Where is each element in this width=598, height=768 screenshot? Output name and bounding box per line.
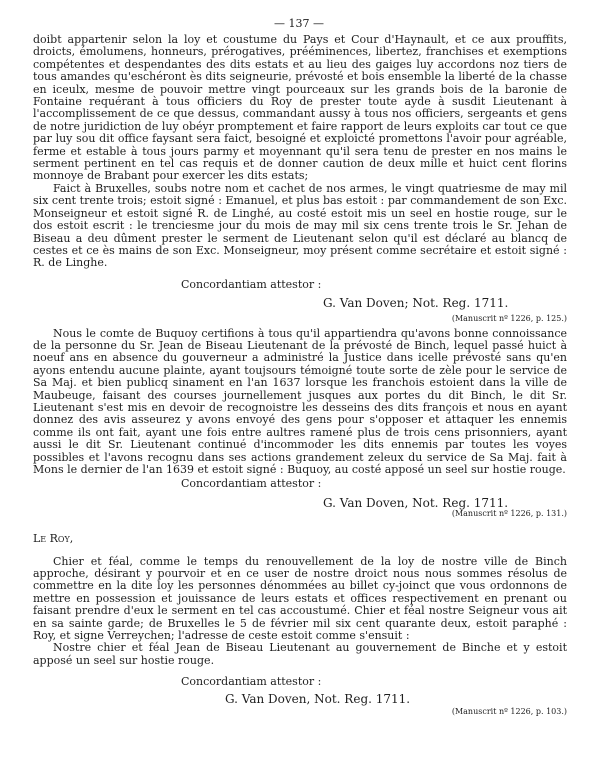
le-roy-heading: Le Roy, xyxy=(33,532,74,546)
notary-signature-1: G. Van Doven; Not. Reg. 1711. xyxy=(323,296,509,311)
paragraph-buquoy-certificate: Nous le comte de Buquoy certifions à tous qu'il appartiendra qu'avons bonne connoissance de la personne du Sr. Jean de Biseau Lieutenant de la prévosté de Binch, lequel passé huict à noeuf ans en absence du gouverneur a administré la Justice dans icelle prévosté sans qu'en ayons entendu aucune plainte, ayant toujsours témoigné toute sorte de zèle pour le service de Sa Maj. et bien publicq sinament en l'an 1637 lorsque les franchois estoient dans la ville de Maubeuge, faisant des courses journellement jusques aux portes du dit Binch, le dit Sr. Lieutenant s'est mis en devoir de recognoistre les desseins des dits françois et nous en ayant donnez des avis asseurez y avons envoyé des gens pour s'opposer et attaquer les ennemis comme ils ont fait, ayant une fois entre aultres ramené plus de trois cens prisonniers, ayant aussi le dit Sr. Lieutenant continué d'incommoder les dits ennemis par toutes les voyes possibles et l'avons recognu dans ses actions grandement zeleux du service de Sa Maj. fait à Mons le dernier de l'an 1639 et estoit signé : Buquoy, au costé apposé un seel sur hostie rouge. xyxy=(33,326,568,476)
notary-signature-3: G. Van Doven, Not. Reg. 1711. xyxy=(225,691,411,706)
manuscript-reference-2: (Manuscrit nº 1226, p. 131.) xyxy=(451,509,567,519)
manuscript-reference-1: (Manuscrit nº 1226, p. 125.) xyxy=(451,313,567,323)
paragraph-commission: doibt appartenir selon la loy et coustume du Pays et Cour d'Haynault, et ce aux prouffits, droicts, émolumens, honneurs, prérogatives, prééminences, libertez, franchises et exemptions compétentes et despendantes des dits estats et au lieu des gaiges luy accordons noz tiers de tous amandes qu'eschéront ès dits seigneurie, prévosté et bois ensemble la liberté de la chasse en iceulx, mesme de pouvoir mettre vingt pourceaux sur les grands bois de la baronie de Fontaine requérant à tous officiers du Roy de prester toute ayde à susdit Lieutenant à l'accomplissement de ce que dessus, commandant aussy à tous nos officiers, sergeants et gens de notre juridiction de luy obéyr promptement et faire rapport de leurs exploits car tout ce que par luy sou dit office faysant sera faict, besoigné et exploicté promettons l'avoir pour agréable, ferme et estable à tous jours parmy et moyennant qu'il sera tenu de prester en nos mains le serment pertinent en tel cas requis et de donner caution de deux mille et huict cent florins monnoye de Brabant pour exercer les dits estats; xyxy=(33,33,567,183)
paragraph-faict-a-bruxelles: Faict à Bruxelles, soubs notre nom et cachet de nos armes, le vingt quatriesme de may mil six cent trente trois; estoit signé : Emanuel, et plus bas estoit : par commandement de son Exc. Monseigneur et estoit signé R. de Linghé, au costé estoit mis un seel en hostie rouge, sur le dos estoit escrit : le trenciesme jour du mois de may mil six cens trente trois le Sr. Jehan de Biseau a deu dûment prester le serment de Lieutenant selon qu'il est déclaré au blancq de cestes et ce ès mains de son Exc. Monseigneur, moy présent comme secrétaire et estoit signé : R. de Linghe. xyxy=(33,181,568,270)
page-content xyxy=(33,34,567,717)
concordantiam-attestor-3: Concordantiam attestor : xyxy=(181,675,322,689)
manuscript-reference-3: (Manuscrit nº 1226, p. 103.) xyxy=(451,707,567,717)
concordantiam-attestor-1: Concordantiam attestor : xyxy=(181,277,322,291)
paragraph-address: Nostre chier et féal Jean de Biseau Lieutenant au gouvernement de Binche et y estoit apposé un seel sur hostie rouge. xyxy=(33,641,567,667)
paragraph-royal-letter: Chier et féal, comme le temps du renouvellement de la loy de nostre ville de Binch approche, désirant y pourvoir et en ce user de nostre droict nous nous sommes résolus de commettre en la dite loy les personnes dénommées au billet cy-joinct que vous ordonnons de mettre en possession et jouissance de leurs estats et offices respectivement en prenant ou faisant prendre d'eux le serment en tel cas accoustumé. Chier et féal nostre Seigneur vous ait en sa sainte garde; de Bruxelles le 5 de février mil six cent quarante deux, estoit paraphé : Roy, et signe Verreychen; l'adresse de ceste estoit comme s'ensuit : xyxy=(33,554,568,643)
notary-signature-2: G. Van Doven, Not. Reg. 1711. xyxy=(323,495,509,510)
concordantiam-attestor-2: Concordantiam attestor : xyxy=(181,477,322,491)
page-number: — 137 — xyxy=(274,17,324,30)
